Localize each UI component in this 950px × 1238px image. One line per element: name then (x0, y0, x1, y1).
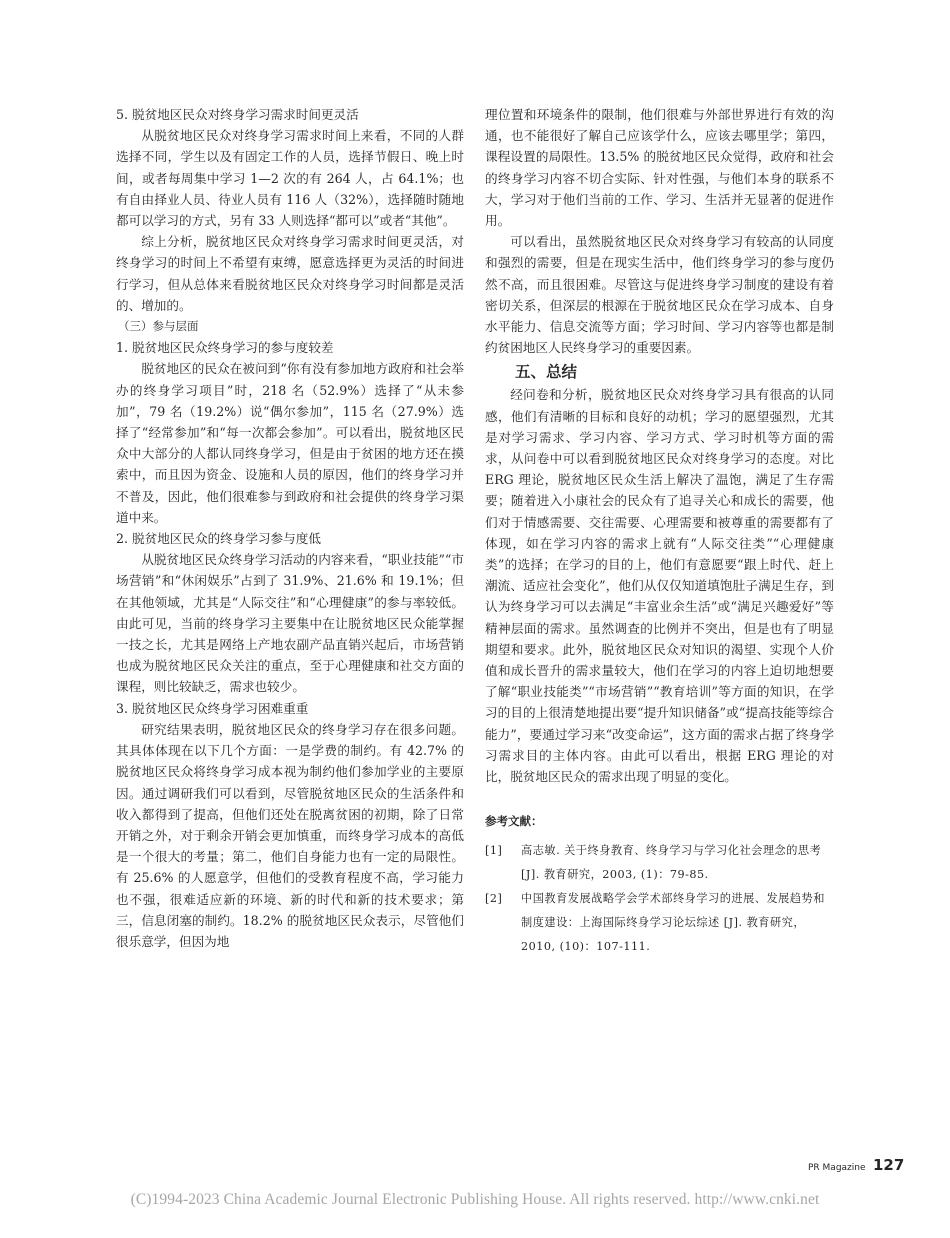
reference-item (485, 839, 834, 887)
reference-text: 高志敏. 关于终身教育、终身学习与学习化社会理念的思考 [J]. 教育研究，2003, (1)：79-85. (521, 843, 822, 881)
continued-paragraph: 理位置和环境条件的限制，他们很难与外部世界进行有效的沟通，也不能很好了解自己应该学什么，应该去哪里学；第四，课程设置的局限性。13.5% 的脱贫地区民众觉得，政府和社会的终身学习内容不切合实际、针对性强，与他们本身的联系不大，学习对于他们当前的工作、学习、生活并无显著的促进作用。 (485, 107, 834, 229)
left-column (116, 104, 464, 952)
subsection-2-heading: 2. 脱贫地区民众的终身学习参与度低 (116, 531, 321, 547)
magazine-name: PR Magazine (808, 1163, 866, 1173)
summary-paragraph: 可以看出，虽然脱贫地区民众对终身学习有较高的认同度和强烈的需要，但是在现实生活中，他们终身学习的参与度仍然不高，而且很困难。尽管这与促进终身学习制度的建设有着密切关系，但深层的根源在于脱贫地区民众在学习成本、自身水平能力、信息交流等方面；学习时间、学习内容等也都是制约贫困地区人民终身学习的重要因素。 (485, 234, 834, 356)
subsection-3-paragraph: 研究结果表明，脱贫地区民众的终身学习存在很多问题。其具体体现在以下几个方面：一是学费的制约。有 42.7% 的脱贫地区民众将终身学习成本视为制约他们参加学业的主要原因。通过调研我们可以看到，尽管脱贫地区民众的生活条件和收入都得到了提高，但他们还处在脱离贫困的初期，除了日常开销之外，对于剩余开销会更加慎重，而终身学习成本的高低是一个很大的考量；第二，他们自身能力也有一定的局限性。有 25.6% 的人愿意学，但他们的受教育程度不高，学习能力也不强，很难适应新的环境、新的时代和新的技术要求；第三，信息闭塞的制约。18.2% 的脱贫地区民众表示，尽管他们很乐意学，但因为地 (116, 721, 464, 949)
reference-number: [1] (485, 843, 503, 857)
section-5-paragraph-2: 综上分析，脱贫地区民众对终身学习需求时间更灵活，对终身学习的时间上不希望有束缚，愿意选择更为灵活的时间进行学习，但从总体来看脱贫地区民众对终身学习时间都是灵活的、增加的。 (116, 234, 464, 313)
section-5-paragraph-1: 从脱贫地区民众对终身学习需求时间上来看，不同的人群选择不同，学生以及有固定工作的人员，选择节假日、晚上时间，或者每周集中学习 1—2 次的有 264 人，占 64.1%；也有自由择业人员、待业人员有 116 人（32%），选择随时随地都可以学习的方式，另有 33 人则选择“都可以”或者“其他”。 (116, 128, 464, 229)
page-number: 127 (873, 1156, 905, 1174)
references-title: 参考文献： (485, 814, 543, 829)
subsection-2-paragraph: 从脱贫地区民众终身学习活动的内容来看，“职业技能”“市场营销”和“休闲娱乐”占到了 31.9%、21.6% 和 19.1%；但在其他领域，尤其是“人际交往”和“心理健康”的参与率较低。由此可见，当前的终身学习主要集中在让脱贫地区民众能掌握一技之长，尤其是网络上产地农副产品直销兴起后，市场营销也成为脱贫地区民众关注的重点，至于心理健康和社交方面的课程，则比较缺乏，需求也较少。 (116, 552, 464, 695)
subsection-1-paragraph: 脱贫地区的民众在被问到“你有没有参加地方政府和社会举办的终身学习项目”时，218 名（52.9%）选择了“从未参加”，79 名（19.2%）说“偶尔参加”，115 名（27.9%）选择了“经常参加”和“每一次都会参加”。可以看出，脱贫地区民众中大部分的人都认同终身学习，但是由于贫困的地方还在摸索中，而且因为资金、设施和人员的原因，他们的终身学习并不普及，因此，他们很难参与到政府和社会提供的终身学习渠道中来。 (116, 361, 464, 525)
conclusion-paragraph: 经问卷和分析，脱贫地区民众对终身学习具有很高的认同感，他们有清晰的目标和良好的动机；学习的愿望强烈，尤其是对学习需求、学习内容、学习方式、学习时机等方面的需求，从问卷中可以看到脱贫地区民众对终身学习的态度。对比 ERG 理论，脱贫地区民众生活上解决了温饱，满足了生存需要；随着进入小康社会的民众有了追寻关心和成长的需要，他们对于情感需要、交往需要、心理需要和被尊重的需要都有了体现，如在学习内容的需求上就有“人际交往类”“心理健康类”的选择；在学习的目的上，他们有意愿要“跟上时代、赶上潮流、适应社会变化”，他们从仅仅知道填饱肚子满足生存，到认为终身学习可以去满足“丰富业余生活”或“满足兴趣爱好”等精神层面的需求。虽然调查的比例并不突出，但是也有了明显期望和要求。此外，脱贫地区民众对知识的渴望、实现个人价值和成长晋升的需求量较大，他们在学习的内容上迫切地想要了解“职业技能类”“市场营销”“教育培训”等方面的知识，在学习的目的上很清楚地提出要“提升知识储备”或“提高技能等综合能力”，要通过学习来“改变命运”，这方面的需求占据了终身学习需求目的主体内容。由此可以看出，根据 ERG 理论的对比，脱贫地区民众的需求出现了明显的变化。 (485, 387, 834, 785)
subsection-3-heading: 3. 脱贫地区民众终身学习困难重重 (116, 700, 309, 716)
subsection-1-heading: 1. 脱贫地区民众终身学习的参与度较差 (116, 340, 334, 356)
participation-heading: （三）参与层面 (118, 319, 199, 334)
reference-text: 中国教育发展战略学会学术部终身学习的进展、发展趋势和制度建设：上海国际终身学习论坛综述 [J]. 教育研究，2010, (10)：107-111. (521, 891, 825, 953)
conclusion-heading: 五、总结 (515, 362, 578, 382)
references (485, 811, 834, 958)
reference-item (485, 887, 834, 959)
right-column (485, 104, 834, 959)
reference-number: [2] (485, 891, 503, 905)
section-5-heading: 5. 脱贫地区民众对终身学习需求时间更灵活 (116, 107, 359, 122)
copyright-watermark: (C)1994-2023 China Academic Journal Electronic Publishing House. All rights reserved. http://www.cnki.net (130, 1191, 820, 1208)
